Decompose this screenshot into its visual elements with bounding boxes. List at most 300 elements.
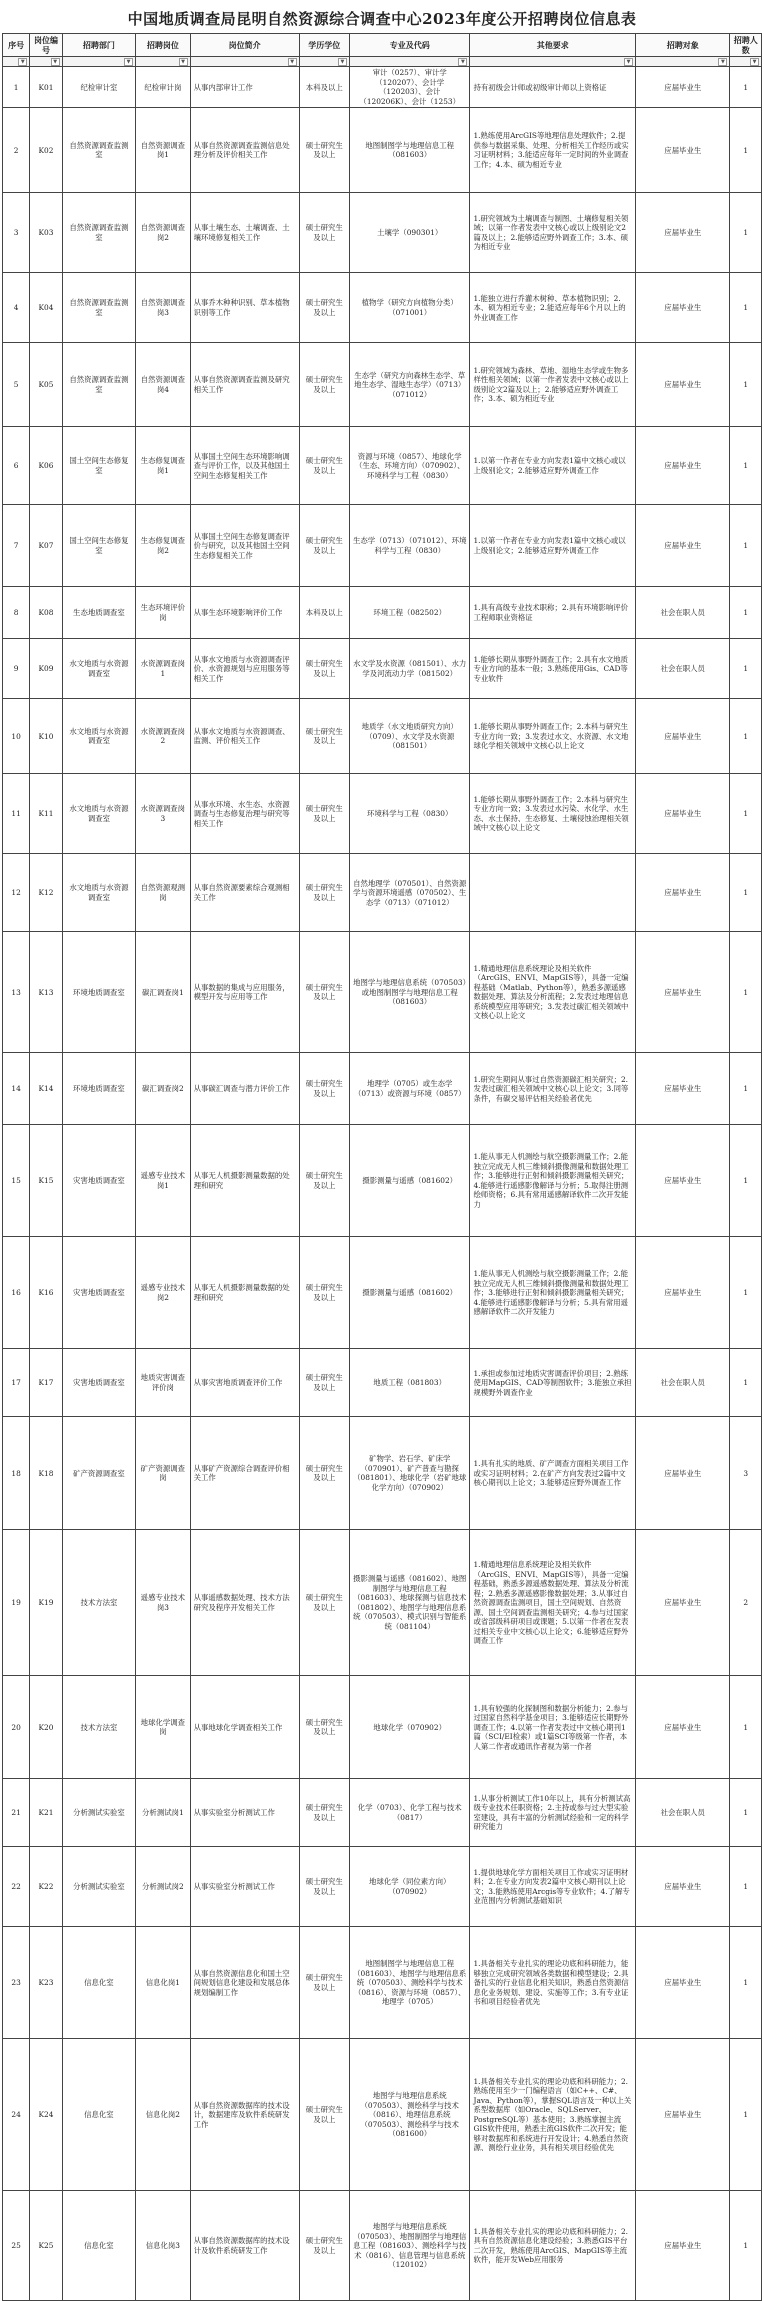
target-cell: 应届毕业生	[636, 932, 730, 1053]
row-number-cell: 15	[3, 1125, 30, 1237]
column-filter-cell	[730, 57, 762, 67]
post-name-cell: 生态修复调查岗2	[136, 505, 191, 587]
major-cell: 地质工程（081803）	[349, 1349, 470, 1417]
post-code-cell: K10	[30, 699, 62, 774]
row-number-cell: 5	[3, 343, 30, 427]
row-number-cell: 22	[3, 1847, 30, 1927]
education-cell: 硕士研究生及以上	[299, 774, 349, 854]
post-name-cell: 信息化岗2	[136, 2039, 191, 2191]
column-header: 招聘岗位	[136, 34, 191, 57]
target-cell: 社会在职人员	[636, 587, 730, 639]
major-cell: 矿物学、岩石学、矿床学（070901）、矿产普查与勘探（081801）、地球化学（岩矿地球化学方向）（070902）	[349, 1417, 470, 1530]
row-number-cell: 2	[3, 108, 30, 193]
column-header: 招聘人数	[730, 34, 762, 57]
headcount-cell: 1	[730, 1237, 762, 1349]
column-header: 招聘对象	[636, 34, 730, 57]
row-number-cell: 16	[3, 1237, 30, 1349]
target-cell: 应届毕业生	[636, 1125, 730, 1237]
education-cell: 本科及以上	[299, 67, 349, 108]
department-cell: 环境地质调查室	[62, 932, 135, 1053]
major-cell: 环境科学与工程（0830）	[349, 774, 470, 854]
education-cell: 硕士研究生及以上	[299, 108, 349, 193]
post-code-cell: K04	[30, 273, 62, 343]
headcount-cell: 1	[730, 273, 762, 343]
major-cell: 水文学及水资源（081501）、水力学及河流动力学（081502）	[349, 639, 470, 699]
table-row	[3, 1125, 762, 1237]
filter-dropdown-icon[interactable]: ▼	[458, 58, 467, 66]
post-intro-cell: 从事国土空间生态修复调查评价与研究，以及其他国土空间生态修复相关工作	[190, 505, 299, 587]
table-row	[3, 1349, 762, 1417]
target-cell: 应届毕业生	[636, 273, 730, 343]
major-cell: 地质学（水文地质研究方向）（0709）、水文学及水资源（081501）	[349, 699, 470, 774]
target-cell: 社会在职人员	[636, 639, 730, 699]
table-row	[3, 1927, 762, 2039]
major-cell: 生态学（研究方向森林生态学、草地生态学、湿地生态学）（0713）（071012）	[349, 343, 470, 427]
requirements-cell: 1.具有扎实的地质、矿产调查方面相关项目工作或实习证明材料；2.在矿产方向发表过2篇中文核心期刊以上论文；3.能够适应野外调查工作	[470, 1417, 636, 1530]
post-name-cell: 分析测试岗2	[136, 1847, 191, 1927]
headcount-cell: 1	[730, 774, 762, 854]
major-cell: 环境工程（082502）	[349, 587, 470, 639]
post-intro-cell: 从事乔木种种识别、草本植物识别等工作	[190, 273, 299, 343]
headcount-cell: 1	[730, 2039, 762, 2191]
row-number-cell: 6	[3, 427, 30, 505]
target-cell: 应届毕业生	[636, 427, 730, 505]
requirements-cell: 1.具备相关专业扎实的理论功底和科研能力；2.熟练使用至少一门编程语言（如C++、C#、Java、Python等），掌握SQL语言及一种以上关系型数据库（如Oracle、SQLServer、PostgreSQL等）基本使用；3.熟练掌握主流GIS软件使用，熟悉主流GIS软件二次开发；能够对数据库和系统进行开发设计；4.熟悉自然资源、测绘行业业务，具有相关项目经验优先	[470, 2039, 636, 2191]
post-intro-cell: 从事水文地质与水资源调查、监测、评价相关工作	[190, 699, 299, 774]
table-row	[3, 1847, 762, 1927]
headcount-cell: 1	[730, 108, 762, 193]
target-cell: 社会在职人员	[636, 1349, 730, 1417]
table-row	[3, 1779, 762, 1847]
filter-dropdown-icon[interactable]: ▼	[338, 58, 347, 66]
table-row	[3, 1676, 762, 1779]
table-row	[3, 193, 762, 273]
row-number-cell: 23	[3, 1927, 30, 2039]
filter-dropdown-icon[interactable]: ▼	[718, 58, 727, 66]
post-name-cell: 水资源调查岗2	[136, 699, 191, 774]
post-intro-cell: 从事水环境、水生态、水资源调查与生态修复治理与研究等相关工作	[190, 774, 299, 854]
requirements-cell: 1.能从事无人机测绘与航空摄影测量工作；2.能独立完成无人机三维倾斜摄像测量和数据处理工作；3.能够进行正射和倾斜摄影测量相关研究；4.能够进行遥感影像解译与分析；5.具有常用遥感解译软件二次开发能力	[470, 1237, 636, 1349]
requirements-cell: 1.能独立进行乔灌木树种、草本植物识别；2.本、硕为相近专业；2.能适应每年6个月以上的外业调查工作	[470, 273, 636, 343]
row-number-cell: 17	[3, 1349, 30, 1417]
table-header-row	[3, 34, 762, 57]
requirements-cell: 1.熟练使用ArcGIS等地理信息处理软件；2.提供参与数据采集、处理、分析相关工作经历或实习证明材料；3.能适应每年一定时间的外业调查工作；4.本、硕为相近专业	[470, 108, 636, 193]
requirements-cell: 1.具备相关专业扎实的理论功底和科研能力；2.具有自然资源信息化建设经验；3.熟悉GIS平台二次开发，熟练使用ArcGIS、MapGIS等主流软件，能开发Web应用服务	[470, 2191, 636, 2301]
education-cell: 硕士研究生及以上	[299, 273, 349, 343]
department-cell: 水文地质与水资源调查室	[62, 699, 135, 774]
target-cell: 应届毕业生	[636, 774, 730, 854]
headcount-cell: 1	[730, 1053, 762, 1125]
row-number-cell: 19	[3, 1530, 30, 1676]
target-cell: 应届毕业生	[636, 2191, 730, 2301]
target-cell: 应届毕业生	[636, 1676, 730, 1779]
headcount-cell: 1	[730, 193, 762, 273]
department-cell: 矿产资源调查室	[62, 1417, 135, 1530]
column-filter-cell	[62, 57, 135, 67]
education-cell: 硕士研究生及以上	[299, 1676, 349, 1779]
requirements-cell	[470, 854, 636, 932]
requirements-cell: 持有初级会计师或初级审计师以上资格证	[470, 67, 636, 108]
table-row	[3, 108, 762, 193]
target-cell: 应届毕业生	[636, 505, 730, 587]
post-intro-cell: 从事土壤生态、土壤调查、土壤环境修复相关工作	[190, 193, 299, 273]
post-name-cell: 矿产资源调查岗	[136, 1417, 191, 1530]
post-code-cell: K18	[30, 1417, 62, 1530]
department-cell: 分析测试实验室	[62, 1779, 135, 1847]
headcount-cell: 1	[730, 699, 762, 774]
education-cell: 硕士研究生及以上	[299, 1530, 349, 1676]
table-row	[3, 427, 762, 505]
table-row	[3, 587, 762, 639]
post-intro-cell: 从事灾害地质调查评价工作	[190, 1349, 299, 1417]
headcount-cell: 3	[730, 1417, 762, 1530]
column-filter-cell	[3, 57, 30, 67]
major-cell: 摄影测量与遥感（081602）	[349, 1125, 470, 1237]
row-number-cell: 14	[3, 1053, 30, 1125]
post-name-cell: 碳汇调查岗1	[136, 932, 191, 1053]
post-intro-cell: 从事矿产资源综合调查评价相关工作	[190, 1417, 299, 1530]
target-cell: 应届毕业生	[636, 1847, 730, 1927]
headcount-cell: 1	[730, 1125, 762, 1237]
table-row	[3, 854, 762, 932]
table-row	[3, 505, 762, 587]
row-number-cell: 10	[3, 699, 30, 774]
education-cell: 硕士研究生及以上	[299, 427, 349, 505]
column-filter-cell	[190, 57, 299, 67]
department-cell: 水文地质与水资源调查室	[62, 774, 135, 854]
post-name-cell: 信息化岗3	[136, 2191, 191, 2301]
table-row	[3, 67, 762, 108]
major-cell: 资源与环境（0857）、地球化学（生态、环境方向）（070902）、环境科学与工程（0830）	[349, 427, 470, 505]
education-cell: 硕士研究生及以上	[299, 699, 349, 774]
requirements-cell: 1.能够长期从事野外调查工作；2.本科与研究生专业方向一致；3.发表过水文、水资源、水文地球化学相关领域中文核心以上论文	[470, 699, 636, 774]
column-header: 学历学位	[299, 34, 349, 57]
target-cell: 应届毕业生	[636, 108, 730, 193]
filter-dropdown-icon[interactable]: ▼	[288, 58, 297, 66]
department-cell: 国土空间生态修复室	[62, 505, 135, 587]
major-cell: 地图学与地理信息系统（070503）、测绘科学与技术（0816）、地理信息系统（070503）、测绘科学与技术（081600）	[349, 2039, 470, 2191]
post-code-cell: K16	[30, 1237, 62, 1349]
post-intro-cell: 从事数据的集成与应用服务，模型开发与应用等工作	[190, 932, 299, 1053]
department-cell: 信息化室	[62, 1927, 135, 2039]
requirements-cell: 1.承担或参加过地质灾害调查评价项目；2.熟练使用MapGIS、CAD等制图软件；3.能独立承担规模野外调查作业	[470, 1349, 636, 1417]
major-cell: 化学（0703）、化学工程与技术（0817）	[349, 1779, 470, 1847]
row-number-cell: 7	[3, 505, 30, 587]
column-filter-cell	[349, 57, 470, 67]
major-cell: 地图制图学与地理信息工程（081603）、地图学与地理信息系统（070503）、测绘科学与技术（0816）、资源与环境（0857）、地理学（0705）	[349, 1927, 470, 2039]
department-cell: 灾害地质调查室	[62, 1349, 135, 1417]
headcount-cell: 2	[730, 1530, 762, 1676]
post-code-cell: K21	[30, 1779, 62, 1847]
table-row	[3, 699, 762, 774]
post-intro-cell: 从事无人机摄影测量数据的处理和研究	[190, 1125, 299, 1237]
row-number-cell: 13	[3, 932, 30, 1053]
department-cell: 灾害地质调查室	[62, 1125, 135, 1237]
post-name-cell: 自然资源观测岗	[136, 854, 191, 932]
target-cell: 应届毕业生	[636, 343, 730, 427]
post-code-cell: K05	[30, 343, 62, 427]
target-cell: 应届毕业生	[636, 1530, 730, 1676]
major-cell: 摄影测量与遥感（081602）、地图制图学与地理信息工程（081603）、地球探测与信息技术（081802）、地图学与地理信息系统（070503）、模式识别与智能系统（081104）	[349, 1530, 470, 1676]
education-cell: 本科及以上	[299, 587, 349, 639]
row-number-cell: 3	[3, 193, 30, 273]
post-name-cell: 碳汇调查岗2	[136, 1053, 191, 1125]
department-cell: 信息化室	[62, 2191, 135, 2301]
post-intro-cell: 从事实验室分析测试工作	[190, 1779, 299, 1847]
post-name-cell: 信息化岗1	[136, 1927, 191, 2039]
headcount-cell: 1	[730, 587, 762, 639]
row-number-cell: 1	[3, 67, 30, 108]
education-cell: 硕士研究生及以上	[299, 1125, 349, 1237]
department-cell: 国土空间生态修复室	[62, 427, 135, 505]
post-name-cell: 遥感专业技术岗3	[136, 1530, 191, 1676]
requirements-cell: 1.研究领域为森林、草地、湿地生态学或生物多样性相关领域；以第一作者发表中文核心或以上级别论文2篇及以上；2.能够适应野外调查工作；3.本、硕为相近专业	[470, 343, 636, 427]
post-code-cell: K22	[30, 1847, 62, 1927]
education-cell: 硕士研究生及以上	[299, 854, 349, 932]
filter-dropdown-icon[interactable]: ▼	[179, 58, 188, 66]
row-number-cell: 11	[3, 774, 30, 854]
post-intro-cell: 从事水文地质与水资源调查评价、水资源规划与应用服务等相关工作	[190, 639, 299, 699]
requirements-cell: 1.具备相关专业扎实的理论功底和科研能力，能够独立完成研究领域各类数据和模型建设；2.具备扎实的行业信息化相关知识，熟悉自然资源信息化业务规划、建设、实施等工作；3.有专业证书和项目经验者优先	[470, 1927, 636, 2039]
major-cell: 地图学与地理信息系统（070503）、地图制图学与地理信息工程（081603）、测绘科学与技术（0816）、信息管理与信息系统（120102）	[349, 2191, 470, 2301]
table-row	[3, 1530, 762, 1676]
table-row	[3, 2039, 762, 2191]
row-number-cell: 9	[3, 639, 30, 699]
target-cell: 应届毕业生	[636, 1237, 730, 1349]
post-code-cell: K15	[30, 1125, 62, 1237]
major-cell: 地图制图学与地理信息工程（081603）	[349, 108, 470, 193]
table-row	[3, 1053, 762, 1125]
column-header: 岗位简介	[190, 34, 299, 57]
education-cell: 硕士研究生及以上	[299, 1417, 349, 1530]
requirements-cell: 1.以第一作者在专业方向发表1篇中文核心或以上级别论文；2.能够适应野外调查工作	[470, 505, 636, 587]
requirements-cell: 1.能够长期从事野外调查工作；2.具有水文地质专业方向的基本一般；3.熟练使用Gis、CAD等专业软件	[470, 639, 636, 699]
post-name-cell: 自然资源调查岗1	[136, 108, 191, 193]
requirements-cell: 1.从事分析测试工作10年以上，具有分析测试高级专业技术任职资格；2.主持或参与过大型实验室建设，具有丰富的分析测试经验和一定的科学研究能力	[470, 1779, 636, 1847]
department-cell: 环境地质调查室	[62, 1053, 135, 1125]
requirements-cell: 1.能够长期从事野外调查工作；2.本科与研究生专业方向一致；3.发表过水污染、水化学、水生态、水土保持、生态修复、土壤侵蚀治理相关领域中文核心以上论文	[470, 774, 636, 854]
post-name-cell: 自然资源调查岗4	[136, 343, 191, 427]
headcount-cell: 1	[730, 854, 762, 932]
post-name-cell: 地球化学调查岗	[136, 1676, 191, 1779]
headcount-cell: 1	[730, 427, 762, 505]
post-intro-cell: 从事自然资源数据库的技术设计，数据建库及软件系统研发工作	[190, 2039, 299, 2191]
page-title: 中国地质调查局昆明自然资源综合调查中心2023年度公开招聘岗位信息表	[127, 10, 637, 28]
major-cell: 摄影测量与遥感（081602）	[349, 1237, 470, 1349]
column-filter-cell	[470, 57, 636, 67]
post-name-cell: 分析测试岗1	[136, 1779, 191, 1847]
target-cell: 应届毕业生	[636, 1417, 730, 1530]
education-cell: 硕士研究生及以上	[299, 1847, 349, 1927]
department-cell: 水文地质与水资源调查室	[62, 639, 135, 699]
post-name-cell: 生态修复调查岗1	[136, 427, 191, 505]
filter-row	[3, 57, 762, 67]
department-cell: 自然资源调查监测室	[62, 108, 135, 193]
column-header: 招聘部门	[62, 34, 135, 57]
requirements-cell: 1.研究生期间从事过自然资源碳汇相关研究；2.发表过碳汇相关领域中文核心以上论文；3.同等条件，有碳交易评估相关经验者优先	[470, 1053, 636, 1125]
post-code-cell: K02	[30, 108, 62, 193]
post-code-cell: K06	[30, 427, 62, 505]
post-intro-cell: 从事无人机摄影测量数据的处理和研究	[190, 1237, 299, 1349]
headcount-cell: 1	[730, 1927, 762, 2039]
row-number-cell: 12	[3, 854, 30, 932]
row-number-cell: 20	[3, 1676, 30, 1779]
education-cell: 硕士研究生及以上	[299, 2191, 349, 2301]
column-filter-cell	[636, 57, 730, 67]
post-name-cell: 自然资源调查岗3	[136, 273, 191, 343]
department-cell: 自然资源调查监测室	[62, 273, 135, 343]
filter-dropdown-icon[interactable]: ▼	[18, 58, 27, 66]
post-code-cell: K07	[30, 505, 62, 587]
major-cell: 自然地理学（070501）、自然资源学与资源环境遥感（070502）、生态学（0713）（071012）	[349, 854, 470, 932]
row-number-cell: 25	[3, 2191, 30, 2301]
post-name-cell: 遥感专业技术岗2	[136, 1237, 191, 1349]
headcount-cell: 1	[730, 639, 762, 699]
education-cell: 硕士研究生及以上	[299, 932, 349, 1053]
table-row	[3, 774, 762, 854]
filter-dropdown-icon[interactable]: ▼	[750, 58, 759, 66]
column-header: 其他要求	[470, 34, 636, 57]
requirements-cell: 1.精通地理信息系统理论及相关软件（ArcGIS、ENVI、MapGIS等），具备一定编程基础（Matlab、Python等），熟悉多源遥感数据处理、算法及分析流程；2.发表过地理信息系统模型应用等研究；3.发表过碳汇相关领域中文核心以上论文	[470, 932, 636, 1053]
requirements-cell: 1.具有高级专业技术职称；2.具有环境影响评价工程师职业资格证	[470, 587, 636, 639]
post-code-cell: K13	[30, 932, 62, 1053]
post-name-cell: 遥感专业技术岗1	[136, 1125, 191, 1237]
post-code-cell: K01	[30, 67, 62, 108]
education-cell: 硕士研究生及以上	[299, 1349, 349, 1417]
table-row	[3, 343, 762, 427]
department-cell: 灾害地质调查室	[62, 1237, 135, 1349]
major-cell: 审计（0257）、审计学（120207）、会计学（120203）、会计（120206K）、会计（1253）	[349, 67, 470, 108]
post-code-cell: K11	[30, 774, 62, 854]
post-name-cell: 地质灾害调查评价岗	[136, 1349, 191, 1417]
post-code-cell: K19	[30, 1530, 62, 1676]
post-code-cell: K09	[30, 639, 62, 699]
column-header: 序号	[3, 34, 30, 57]
requirements-cell: 1.以第一作者在专业方向发表1篇中文核心或以上级别论文；2.能够适应野外调查工作	[470, 427, 636, 505]
department-cell: 分析测试实验室	[62, 1847, 135, 1927]
requirements-cell: 1.精通地理信息系统理论及相关软件（ArcGIS、ENVI、MapGIS等），具备一定编程基础，熟悉多源遥感数据处理、算法及分析流程；2.熟悉多源遥感影像数据处理；3.从事过自然资源调查监测项目，国土空间规划、自然资源、国土空间调查监测相关研究；4.参与过国家或省部级科研项目或课题；5.以第一作者在发表过相关专业中文核心以上论文；6.能够适应野外调查工作	[470, 1530, 636, 1676]
post-code-cell: K17	[30, 1349, 62, 1417]
target-cell: 应届毕业生	[636, 67, 730, 108]
target-cell: 社会在职人员	[636, 1779, 730, 1847]
post-intro-cell: 从事生态环境影响评价工作	[190, 587, 299, 639]
department-cell: 生态地质调查室	[62, 587, 135, 639]
headcount-cell: 1	[730, 1779, 762, 1847]
post-code-cell: K23	[30, 1927, 62, 2039]
department-cell: 信息化室	[62, 2039, 135, 2191]
column-header: 岗位编号	[30, 34, 62, 57]
column-header: 专业及代码	[349, 34, 470, 57]
target-cell: 应届毕业生	[636, 1927, 730, 2039]
education-cell: 硕士研究生及以上	[299, 1237, 349, 1349]
target-cell: 应届毕业生	[636, 2039, 730, 2191]
department-cell: 纪检审计室	[62, 67, 135, 108]
recruitment-table	[2, 33, 762, 2301]
column-filter-cell	[299, 57, 349, 67]
post-name-cell: 纪检审计岗	[136, 67, 191, 108]
headcount-cell: 1	[730, 1676, 762, 1779]
column-filter-cell	[30, 57, 62, 67]
post-code-cell: K20	[30, 1676, 62, 1779]
education-cell: 硕士研究生及以上	[299, 1927, 349, 2039]
table-row	[3, 639, 762, 699]
major-cell: 植物学（研究方向植物分类）（071001）	[349, 273, 470, 343]
column-filter-cell	[136, 57, 191, 67]
major-cell: 地理学（0705）或生态学（0713）或资源与环境（0857）	[349, 1053, 470, 1125]
target-cell: 应届毕业生	[636, 1053, 730, 1125]
post-intro-cell: 从事国土空间生态环境影响调查与评价工作，以及其他国土空间生态修复相关工作	[190, 427, 299, 505]
requirements-cell: 1.提供地球化学方面相关项目工作或实习证明材料；2.在专业方向发表2篇中文核心期刊以上论文；3.能熟练使用Arcgis等专业软件；4.了解专业范围内分析测试基础知识	[470, 1847, 636, 1927]
post-intro-cell: 从事自然资源调查监测信息处理分析及评价相关工作	[190, 108, 299, 193]
requirements-cell: 1.能从事无人机测绘与航空摄影测量工作；2.能独立完成无人机三维倾斜摄像测量和数据处理工作；3.能够进行正射和倾斜摄影测量相关研究；4.能够进行遥感影像解译与分析；5.取得注册测绘师资格；6.具有常用遥感解译软件二次开发能力	[470, 1125, 636, 1237]
filter-dropdown-icon[interactable]: ▼	[51, 58, 60, 66]
filter-dropdown-icon[interactable]: ▼	[624, 58, 633, 66]
post-intro-cell: 从事碳汇调查与潜力评价工作	[190, 1053, 299, 1125]
major-cell: 地球化学（同位素方向）（070902）	[349, 1847, 470, 1927]
education-cell: 硕士研究生及以上	[299, 1779, 349, 1847]
post-intro-cell: 从事自然资源要素综合观测相关工作	[190, 854, 299, 932]
post-intro-cell: 从事内部审计工作	[190, 67, 299, 108]
table-row	[3, 273, 762, 343]
headcount-cell: 1	[730, 505, 762, 587]
headcount-cell: 1	[730, 932, 762, 1053]
post-intro-cell: 从事自然资源数据库的技术设计及软件系统研发工作	[190, 2191, 299, 2301]
department-cell: 技术方法室	[62, 1676, 135, 1779]
department-cell: 技术方法室	[62, 1530, 135, 1676]
table-row	[3, 932, 762, 1053]
major-cell: 地图学与地理信息系统（070503）或地图制图学与地理信息工程（081603）	[349, 932, 470, 1053]
department-cell: 自然资源调查监测室	[62, 343, 135, 427]
post-name-cell: 水资源调查岗1	[136, 639, 191, 699]
headcount-cell: 1	[730, 343, 762, 427]
headcount-cell: 1	[730, 1349, 762, 1417]
post-intro-cell: 从事地球化学调查相关工作	[190, 1676, 299, 1779]
post-intro-cell: 从事遥感数据处理、技术方法研究及程序开发相关工作	[190, 1530, 299, 1676]
table-row	[3, 2191, 762, 2301]
requirements-cell: 1.研究领域为土壤调查与制图、土壤修复相关领域；以第一作者发表中文核心或以上级别论文2篇及以上；2.能够适应野外调查工作；3.本、硕为相近专业	[470, 193, 636, 273]
post-code-cell: K08	[30, 587, 62, 639]
table-row	[3, 1237, 762, 1349]
post-code-cell: K14	[30, 1053, 62, 1125]
education-cell: 硕士研究生及以上	[299, 343, 349, 427]
post-code-cell: K12	[30, 854, 62, 932]
post-intro-cell: 从事自然资源调查监测及研究相关工作	[190, 343, 299, 427]
education-cell: 硕士研究生及以上	[299, 2039, 349, 2191]
filter-dropdown-icon[interactable]: ▼	[124, 58, 133, 66]
target-cell: 应届毕业生	[636, 854, 730, 932]
headcount-cell: 1	[730, 2191, 762, 2301]
post-name-cell: 水资源调查岗3	[136, 774, 191, 854]
post-name-cell: 自然资源调查岗2	[136, 193, 191, 273]
table-body	[3, 67, 762, 2301]
requirements-cell: 1.具有较强的化探制图和数据分析能力；2.参与过国家自然科学基金项目；3.能够适应长期野外调查工作；4.以第一作者发表过中文核心期刊1篇（SCI/EI检索）或1篇SCI等级第一作者，本人第二作者或通讯作者视为第一作者	[470, 1676, 636, 1779]
row-number-cell: 8	[3, 587, 30, 639]
post-code-cell: K03	[30, 193, 62, 273]
post-name-cell: 生态环境评价岗	[136, 587, 191, 639]
headcount-cell: 1	[730, 1847, 762, 1927]
row-number-cell: 4	[3, 273, 30, 343]
row-number-cell: 24	[3, 2039, 30, 2191]
row-number-cell: 21	[3, 1779, 30, 1847]
target-cell: 应届毕业生	[636, 699, 730, 774]
major-cell: 地球化学（070902）	[349, 1676, 470, 1779]
target-cell: 应届毕业生	[636, 193, 730, 273]
headcount-cell: 1	[730, 67, 762, 108]
post-intro-cell: 从事自然资源信息化和国土空间规划信息化建设和发展总体规划编制工作	[190, 1927, 299, 2039]
major-cell: 土壤学（090301）	[349, 193, 470, 273]
education-cell: 硕士研究生及以上	[299, 1053, 349, 1125]
post-intro-cell: 从事实验室分析测试工作	[190, 1847, 299, 1927]
